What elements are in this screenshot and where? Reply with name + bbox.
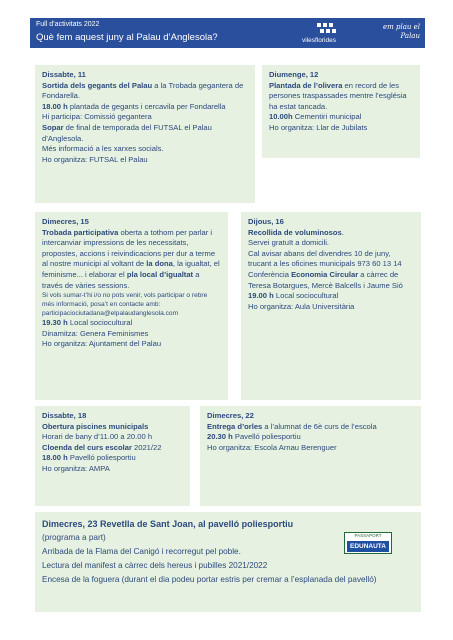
day-heading: Dimecres, 22 [207,411,254,420]
event-text: . [341,227,344,237]
passaport-edunauta-logo [344,532,392,554]
event-title: Trobada participativa [42,227,119,237]
event-title: Economia Circular [291,269,359,279]
event-text: Encesa de la foguera (durant el dia podeu portar estris per cremar a l’esplanada del pavelló) [42,575,377,584]
event-text: plantada de gegants i cercavila per Fondarella [67,101,226,111]
event-text: Pavelló poliesportiu [232,432,301,442]
event-card-sun12 [262,65,420,158]
vilesflorides-text: vilesflorides [302,37,336,44]
event-title: Recollida de voluminosos [248,227,342,237]
event-text: Horari de bany d’11.00 a 20.00 h [42,432,153,442]
event-card-sat18 [35,406,190,506]
vilesflorides-logo [302,22,354,46]
event-text: Servei gratuït a domicili. [248,238,330,248]
event-organizer: Ho organitza: Llar de Jubilats [269,122,368,132]
event-highlight: la dona [146,259,173,269]
header-banner [30,18,425,48]
event-time: 18.00 h [42,101,68,111]
event-text: Conferència [248,269,292,279]
event-text: Cal avisar abans del divendres 10 de juny, trucant a les oficines municipals 973 60 13 14 [248,248,402,269]
day-heading: Dimecres, 23 Revetlla de Sant Joan, al pavelló poliesportiu [42,519,294,529]
event-text: 2021/22 [131,442,162,452]
event-organizer: Ho organitza: Ajuntament del Palau [42,339,162,349]
event-organizer: Ho organitza: AMPA [42,463,110,473]
event-text: Local sociocultural [67,318,133,328]
event-text: Lectura del manifest a càrrec dels hereus i pubilles 2021/2022 [42,561,268,570]
event-text: Arribada de la Flama del Canigó i recorregut pel poble. [42,547,241,556]
event-facilitator: Dinamitza: Genera Feminismes [42,328,149,338]
event-text: a través de vàries sessions. [42,269,200,290]
event-card-wed23 [35,512,421,612]
event-text: de final de temporada del FUTSAL el Palau d’Anglesola. [42,122,212,143]
event-text: Més informació a les xarxes socials. [42,144,164,154]
event-title: Obertura piscines municipals [42,421,149,431]
event-organizer: Ho organitza: Escola Arnau Berenguer [207,442,337,452]
event-highlight: pla local d’igualtat [126,269,194,279]
event-time: 10.00h [269,112,293,122]
event-text: a l’alumnat de 6è curs de l’escola [262,421,377,431]
event-organizer: Ho organitza: Aula Universitària [248,301,355,311]
contact-note: Si vols sumar-t’hi i/o no pots venir, vols participar o rebre més informació, posa’t en contacte amb: participaciociutadana@elpalaudanglesola.com [42,292,208,318]
event-organizer: Ho organitza: FUTSAL el Palau [42,154,148,164]
event-card-sat11 [35,65,255,203]
day-heading: Dijous, 16 [248,217,284,226]
event-title: Entrega d’orles [207,421,263,431]
event-title: Plantada de l’olivera [269,80,343,90]
badge-top-text: PASSAPORT [354,533,382,538]
day-heading: Dissabte, 18 [42,411,87,420]
event-text: , la igualtat, el feminisme... i elaborar el [42,259,220,279]
event-text: (programa a part) [42,533,106,542]
flower-icon [316,22,338,36]
event-title: Sortida dels gegants del Palau [42,80,153,90]
event-time: 19.30 h [42,318,68,328]
event-title: Cloenda del curs escolar [42,442,132,452]
event-time: 19.00 h [248,291,274,301]
day-heading: Dimecres, 15 [42,217,89,226]
event-text: oberta a tothom per parlar i intercanviar impressions de les necessitats, propostes, accions i reivindicacions per dur a terme al nostre municipi al voltant de [42,227,216,269]
header-title: Què fem aquest juny al Palau d’Anglesola? [36,32,218,43]
badge-main-text: EDUNAUTA [347,541,389,552]
header-subtitle: Full d’activitats 2022 [36,21,100,28]
event-title: Sopar [42,122,64,132]
event-participant: Hi participa: Comissió gegantera [42,112,152,122]
event-card-wed15 [35,212,228,400]
event-card-thu16 [241,212,421,400]
event-text: a la Trobada gegantera de Fondarella. [42,80,244,101]
event-text: Local sociocultural [273,291,339,301]
event-text: a càrrec de Teresa Botargues, Mercè Balcells i Jaume Sió [248,269,403,290]
em-plau-logo: em plau el Palau [382,23,420,40]
event-time: 18.00 h [42,453,68,463]
day-heading: Diumenge, 12 [269,70,319,79]
event-time: 20.30 h [207,432,233,442]
event-card-wed22 [200,406,421,506]
event-text: Cementiri municipal [292,112,362,122]
day-heading: Dissabte, 11 [42,70,86,79]
event-text: en record de les persones traspassades mentre l’església ha estat tancada. [269,80,407,111]
event-text: Pavelló poliesportiu [67,453,136,463]
